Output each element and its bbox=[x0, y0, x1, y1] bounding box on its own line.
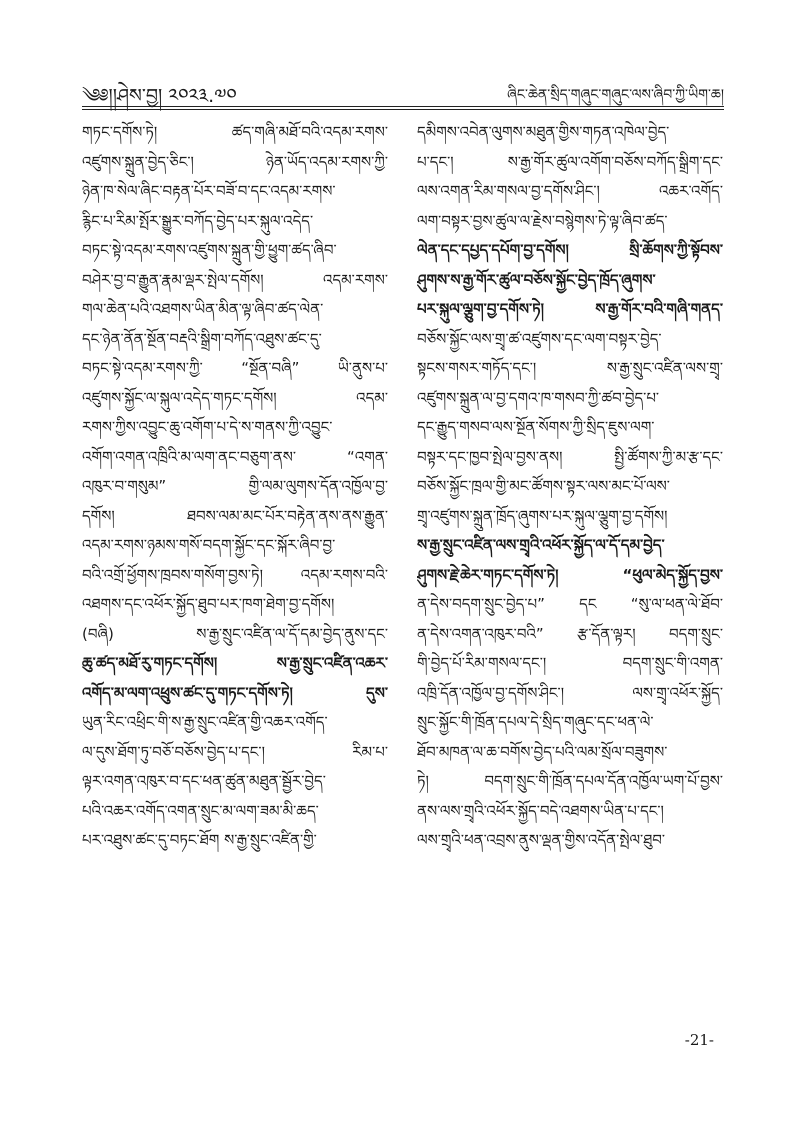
text-line: ལ་དུས་ཐོག་ཏུ་བཅོ་བཅོས་བྱེད་པ་དང་། རིམ་པ་ bbox=[82, 742, 388, 761]
text-line: ཆུ་ཚད་མཐོ་རུ་གཏང་དགོས། ས་རྒྱ་སྲུང་འཛིན་འཆར་ bbox=[82, 654, 388, 672]
text-line: ན་དེས་བདག་སྲུང་བྱེད་པ” དང “སུ་ལ་ཕན་ལེ་ཐོབ་ bbox=[417, 595, 723, 613]
text-line: ཉེན་ཁ་སེལ་ཞིང་བརྟན་པོར་བཟོ་བ་དང་འདམ་རགས་ bbox=[82, 182, 336, 200]
text-line: བའི་འགྲོ་ཕྱོགས་ཁྲབས་གསོག་བྱས་ཏེ། འདམ་རགས་བའི་ bbox=[82, 565, 388, 584]
page-number: -21- bbox=[684, 1031, 714, 1049]
text-line: ཐོབ་མཁན་ལ་ཆ་བགོས་བྱེད་པའི་ལམ་སྲོལ་བཟུགས་ bbox=[417, 742, 668, 761]
text-line: ལས་འགན་རིམ་གསལ་བྱ་དགོས་ཤིང་། འཆར་འགོད་ bbox=[417, 182, 723, 200]
text-line: གི་བྱེད་པོ་རིམ་གསལ་དང་། བདག་སྲུང་གི་འགན་ bbox=[417, 654, 723, 672]
text-line: (བཞི) ས་རྒྱ་སྲུང་འཛིན་ལ་དོ་དམ་བྱེད་ནུས་དང་ bbox=[82, 624, 388, 643]
text-line: གལ་ཆེན་པའི་འཐགས་ཡིན་མིན་ལྟ་ཞིབ་ཚད་ལེན་ bbox=[82, 300, 324, 318]
header-rule-top bbox=[82, 106, 724, 107]
text-line: ལྟར་འགན་འཁུར་བ་དང་ཕན་ཚུན་མཐུན་སྦྱོར་བྱེད་ bbox=[82, 772, 326, 790]
text-line: རགས་ཀྱིས་འབྱུང་ཆུ་འགོག་པ་དེ་ས་གནས་ཀྱི་འབྱུང་ bbox=[82, 418, 333, 436]
text-line: དང་ཉེན་ནོན་སྔོན་བརྡའི་སྒྲིག་བཀོད་འཐུས་ཚང་དུ་ bbox=[82, 329, 322, 348]
left-text-column bbox=[82, 118, 388, 856]
text-line: ལས་གྲྭའི་ཕན་འབྲས་ནུས་ལྡན་གྱིས་འདོན་སྤེལ་ཐུབ་ bbox=[417, 831, 666, 849]
text-line: ས་རྒྱ་སྲུང་འཛིན་ལས་གྲྭའི་འཕོར་སྐྱོད་ལ་དོ་དམ་བྱེད་ bbox=[417, 536, 665, 554]
text-line: རྙིང་པ་རིམ་སྤོར་སྒྱུར་བཀོད་བྱེད་པར་སྐུལ་འདེད་ bbox=[82, 211, 314, 230]
header-rule-bottom bbox=[82, 109, 724, 110]
text-line: ལག་བསྟར་བྱས་ཚུལ་ལ་རྗེས་བསྙེགས་ཏེ་ལྟ་ཞིབ་ཚད་ bbox=[417, 211, 668, 230]
text-line: སྟངས་གསར་གཏོད་དང་། ས་རྒྱ་སྲུང་འཛིན་ལས་གྲྭ་ bbox=[417, 359, 723, 377]
right-text-column bbox=[417, 118, 723, 856]
text-line: བཤེར་བྱ་བ་རྒྱུན་རྣམ་ལྡར་སྤེལ་དགོས། འདམ་རགས་ bbox=[82, 270, 388, 289]
text-line: བཅོས་སྐྱོང་ལས་གྲྭ་ཚ་འཛུགས་དང་ལག་བསྟར་བྱེད་ bbox=[417, 329, 662, 348]
text-line: པའི་འཆར་འགོད་འགན་སྲུང་མ་ལག་ཟམ་མི་ཆད་ bbox=[82, 801, 319, 820]
text-line: གཏང་དགོས་ཏེ། ཚད་གཞི་མཐོ་བའི་འདམ་རགས་ bbox=[82, 123, 388, 141]
text-line: ན་དེས་འགན་འཁུར་བའི” རྩ་དོན་ལྟར། བདག་སྲུང་ bbox=[417, 624, 723, 643]
text-line: འདམ་རགས་ཉམས་གསོ་བདག་སྐྱོང་དང་སྐོར་ཞིབ་བྱ་ bbox=[82, 536, 336, 554]
section-title: ཞིང་ཆེན་སྲིད་གཞུང་གཞུང་ལས་ཞིབ་ཀྱི་ཡིག་ཆ། bbox=[507, 87, 724, 103]
running-header bbox=[82, 68, 724, 108]
text-line: འཛུགས་སྐྲུན་བྱེད་ཅིང་། ཉེན་ཡོད་འདམ་རགས་ཀྱི་ bbox=[82, 152, 388, 171]
text-line: འཐགས་དང་འཕོར་སྐྱོད་ཐུབ་པར་ཁག་ཐེག་བྱ་དགོས། bbox=[82, 595, 335, 613]
text-line: དམིགས་འབེན་ལུགས་མཐུན་གྱིས་གཏན་འཁེལ་བྱེད་ bbox=[417, 123, 670, 141]
text-line: འགོག་འགན་འཁྲིའི་མ་ལག་ནང་བཅུག་ནས་ “འགན་ bbox=[82, 447, 388, 466]
text-line: འཛུགས་སྐྲུན་ལ་བྱ་དགའ་ཁ་གསབ་ཀྱི་ཚབ་བྱེད་པ་ bbox=[417, 388, 660, 407]
text-line: པར་འཐུས་ཚང་དུ་བཏང་ཐོག ས་རྒྱ་སྲུང་འཛིན་གྱི་ bbox=[82, 831, 317, 849]
text-line: ཤུགས་ས་རྒྱ་གོར་ཚུལ་བཅོས་སྐྱོང་བྱེད་ཁྲོད་ཞུགས་ bbox=[417, 270, 656, 289]
text-line: བཅོས་སྐྱོང་ཁྲལ་གྱི་མང་ཚོགས་སྟར་ལས་མང་པོ་ལས་ bbox=[417, 477, 670, 495]
text-line: འཁུར་བ་གསུམ” གྱི་ལམ་ལུགས་དོན་འཁྱོལ་བྱ་ bbox=[82, 477, 388, 495]
text-line: ཤུགས་རྗེ་ཆེར་གཏང་དགོས་ཏེ། “ཕུལ་མེད་སྐྱོད་བྱས་ bbox=[417, 565, 723, 584]
text-line: འཁྲི་དོན་འཁྱོལ་བྱ་དགོས་ཤིང་། ལས་གྲྭ་འཕོར་སྐྱོད་ bbox=[417, 683, 723, 702]
text-line: ནས་ལས་གྲྭའི་འཕོར་སྐྱོད་བདེ་འཐགས་ཡིན་པ་དང་། bbox=[417, 801, 664, 820]
text-line: འགོད་མ་ལག་འཕྲུས་ཚང་དུ་གཏང་དགོས་ཏེ། དུས་ bbox=[82, 683, 388, 702]
journal-title: ༄༅།།ཤེས་བྱ། ༢༠༢༣.༧༠ bbox=[82, 85, 237, 107]
text-line: འཛུགས་སྐྱོང་ལ་སྐུལ་འདེད་གཏང་དགོས། འདམ་ bbox=[82, 388, 388, 407]
text-line: པ་དང་། ས་རྒྱ་གོར་ཚུལ་འགོག་བཅོས་བཀོད་སྒྲིག་དང་ bbox=[417, 152, 723, 171]
text-line: བཏང་སྟེ་འདམ་རགས་འཛུགས་སྐྲུན་གྱི་ཕྱུག་ཚད་ཞིབ་ bbox=[82, 241, 337, 259]
text-line: པར་སྐུལ་ལྕུག་བྱ་དགོས་ཏེ། ས་རྒྱ་གོར་བའི་གཞི་གནད་ bbox=[417, 300, 723, 318]
text-line: དང་རྒྱུད་གསབ་ལས་སྔོན་སོགས་ཀྱི་སྲིད་ཇུས་ལག་ bbox=[417, 418, 655, 436]
text-line: ལེན་དང་དཔྱད་དཔོག་བྱ་དགོས། སྲི་ཆོགས་ཀྱི་སྟོབས་ bbox=[417, 241, 723, 259]
text-line: སྲུང་སྐྱོང་གི་ཁྲོན་དཔལ་དེ་སྲིད་གཞུང་དང་ཕན་ལེ་ bbox=[417, 713, 654, 731]
text-line: ཏེ། བདག་སྲུང་གི་ཁྲོན་དཔལ་དོན་འཁྱོལ་ཡག་པོ་བྱས་ bbox=[417, 772, 723, 790]
text-line: བསྟར་དང་ཁྱབ་སྤེལ་བྱས་ནས། སྤྱི་ཚོགས་ཀྱི་མ་རྩ་དང་ bbox=[417, 447, 723, 466]
text-line: ཡུན་རིང་འཕྲིང་གི་ས་རྒྱ་སྲུང་འཛིན་གྱི་འཆར་འགོད་ bbox=[82, 713, 328, 731]
text-line: གྲྭ་འཛུགས་སྐྲུན་ཁྲོད་ཞུགས་པར་སྐུལ་ལྕུག་བྱ་དགོས། bbox=[417, 506, 668, 525]
text-line: དགོས། ཐབས་ལམ་མང་པོར་བརྟེན་ནས་ནས་རྒྱུན་ bbox=[82, 506, 388, 525]
text-line: བཏང་སྟེ་འདམ་རགས་ཀྱི་ “སྔོན་བཞི” ཡི་ནུས་པ་ bbox=[82, 359, 388, 377]
